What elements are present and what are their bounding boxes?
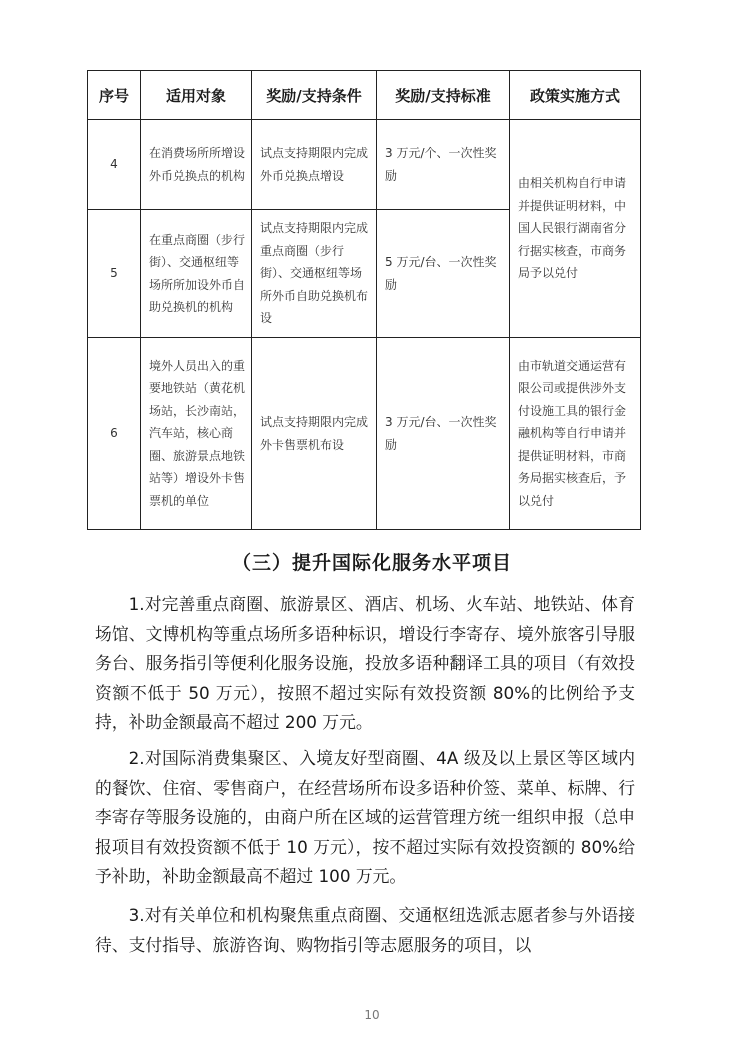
row-standard: 3 万元/台、一次性奖励 xyxy=(377,338,510,530)
row-condition: 试点支持期限内完成重点商圈（步行街）、交通枢纽等场所外币自助兑换机布设 xyxy=(252,210,377,338)
table-header-row xyxy=(88,71,641,120)
row-standard: 3 万元/个、一次性奖励 xyxy=(377,120,510,210)
paragraph-1: 1.对完善重点商圈、旅游景区、酒店、机场、火车站、地铁站、体育场馆、文博机构等重点场所多语种标识，增设行李寄存、境外旅客引导服务台、服务指引等便利化服务设施，投放多语种翻译工具的项目（有效投资额不低于 50 万元），按照不超过实际有效投资额 80%的比例给予支持，补助金额最高不超过 200 万元。 xyxy=(95,594,635,732)
header-seq: 序号 xyxy=(88,71,141,120)
row-number: 4 xyxy=(88,120,141,210)
row-number: 5 xyxy=(88,210,141,338)
section-title: （三）提升国际化服务水平项目 xyxy=(231,552,512,574)
page-number: 10 xyxy=(364,1008,380,1022)
paragraph-3: 3.对有关单位和机构聚焦重点商圈、交通枢纽选派志愿者参与外语接待、支付指导、旅游咨询、购物指引等志愿服务的项目，以 xyxy=(95,905,635,955)
paragraph-2: 2.对国际消费集聚区、入境友好型商圈、4A 级及以上景区等区域内的餐饮、住宿、零售商户，在经营场所布设多语种价签、菜单、标牌、行李寄存等服务设施的，由商户所在区域的运营管理方统一组织申报（总申报项目有效投资额不低于 10 万元），按不超过实际有效投资额的 80%给予补助，补助金额最高不超过 100 万元。 xyxy=(95,748,635,886)
row-condition: 试点支持期限内完成外卡售票机布设 xyxy=(252,338,377,530)
header-method: 政策实施方式 xyxy=(510,71,641,120)
row-standard: 5 万元/台、一次性奖励 xyxy=(377,210,510,338)
row-method-merged: 由相关机构自行申请并提供证明材料，中国人民银行湖南省分行据实核查，市商务局予以兑付 xyxy=(510,120,641,338)
row-target: 在重点商圈（步行街）、交通枢纽等场所所加设外币自助兑换机的机构 xyxy=(141,210,252,338)
header-target: 适用对象 xyxy=(141,71,252,120)
policy-table xyxy=(87,70,641,530)
row-method: 由市轨道交通运营有限公司或提供涉外支付设施工具的银行金融机构等自行申请并提供证明材料，市商务局据实核查后，予以兑付 xyxy=(510,338,641,530)
table-row xyxy=(88,120,641,210)
row-target: 在消费场所所增设外币兑换点的机构 xyxy=(141,120,252,210)
header-condition: 奖励/支持条件 xyxy=(252,71,377,120)
row-target: 境外人员出入的重要地铁站（黄花机场站，长沙南站，汽车站，核心商圈、旅游景点地铁站等）增设外卡售票机的单位 xyxy=(141,338,252,530)
row-number: 6 xyxy=(88,338,141,530)
row-condition: 试点支持期限内完成外币兑换点增设 xyxy=(252,120,377,210)
header-standard: 奖励/支持标准 xyxy=(377,71,510,120)
table-row xyxy=(88,338,641,530)
